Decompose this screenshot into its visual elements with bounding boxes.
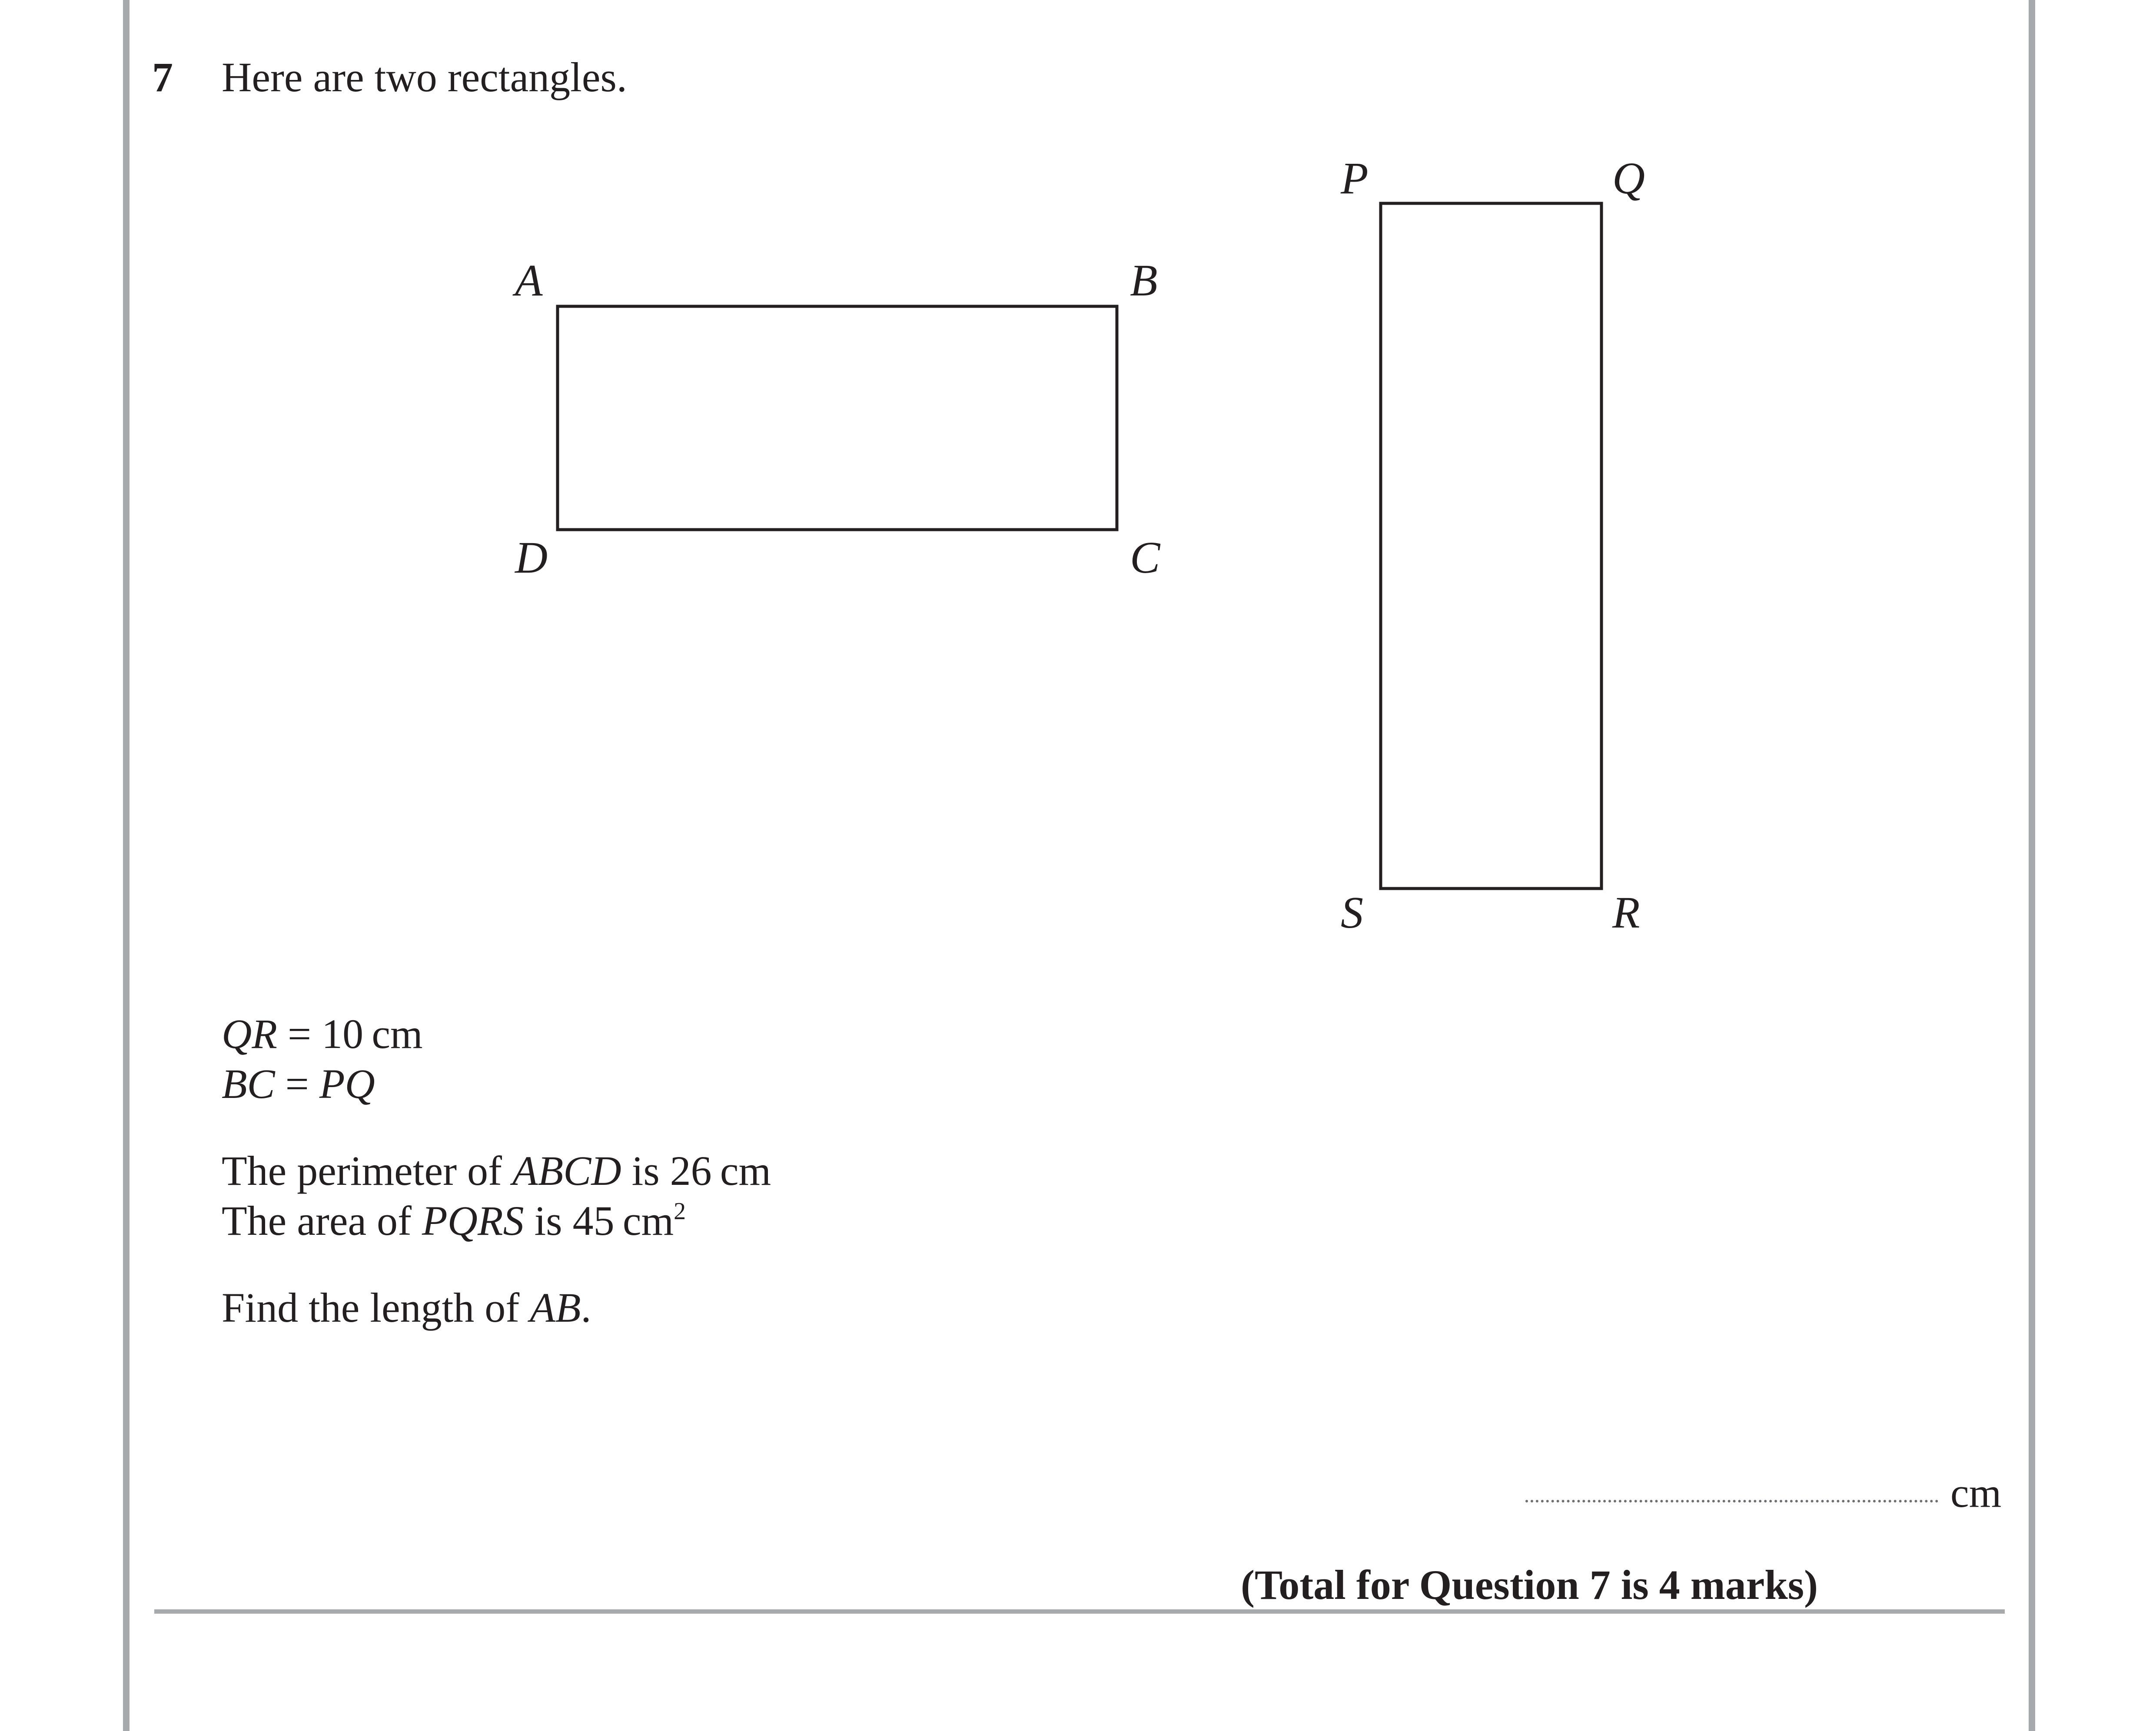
fact-bc-equals: = — [275, 1061, 319, 1107]
fact-qr-lhs: QR — [222, 1011, 277, 1057]
fact-qr-length — [222, 1009, 423, 1059]
vertex-label-p: P — [1341, 153, 1369, 203]
instruction-target: AB — [530, 1284, 581, 1331]
fact-perimeter-pre: The perimeter of — [222, 1147, 512, 1194]
rectangle-abcd — [558, 306, 1117, 530]
fact-area-pqrs — [222, 1196, 686, 1246]
vertex-label-d: D — [515, 533, 548, 583]
fact-area-pre: The area of — [222, 1197, 422, 1244]
fact-qr-rhs: = 10 cm — [277, 1011, 423, 1057]
question-intro: Here are two rectangles. — [222, 54, 627, 100]
vertex-label-c: C — [1130, 533, 1160, 583]
vertex-label-r: R — [1612, 888, 1640, 938]
answer-unit: cm — [1950, 1469, 2002, 1516]
instruction-post: . — [581, 1284, 591, 1331]
answer-input-line[interactable] — [1525, 1500, 1938, 1502]
vertex-label-q: Q — [1612, 153, 1645, 203]
rectangle-pqrs — [1381, 203, 1601, 889]
vertex-label-b: B — [1130, 255, 1158, 305]
fact-area-exponent: 2 — [674, 1198, 686, 1225]
vertex-label-a: A — [515, 255, 543, 305]
question-number: 7 — [152, 54, 173, 100]
fact-area-shape: PQRS — [422, 1197, 524, 1244]
question-divider — [154, 1609, 2005, 1614]
instruction-find-ab — [222, 1283, 591, 1333]
fact-perimeter-shape: ABCD — [512, 1147, 621, 1194]
vertex-label-s: S — [1341, 888, 1363, 938]
fact-perimeter-post: is 26 cm — [621, 1147, 771, 1194]
fact-bc-lhs: BC — [222, 1061, 275, 1107]
fact-bc-equals-pq — [222, 1059, 375, 1109]
fact-perimeter-abcd — [222, 1146, 771, 1196]
total-marks: (Total for Question 7 is 4 marks) — [1241, 1562, 1818, 1608]
instruction-pre: Find the length of — [222, 1284, 530, 1331]
fact-area-post: is 45 cm — [524, 1197, 674, 1244]
fact-bc-rhs: PQ — [319, 1061, 375, 1107]
